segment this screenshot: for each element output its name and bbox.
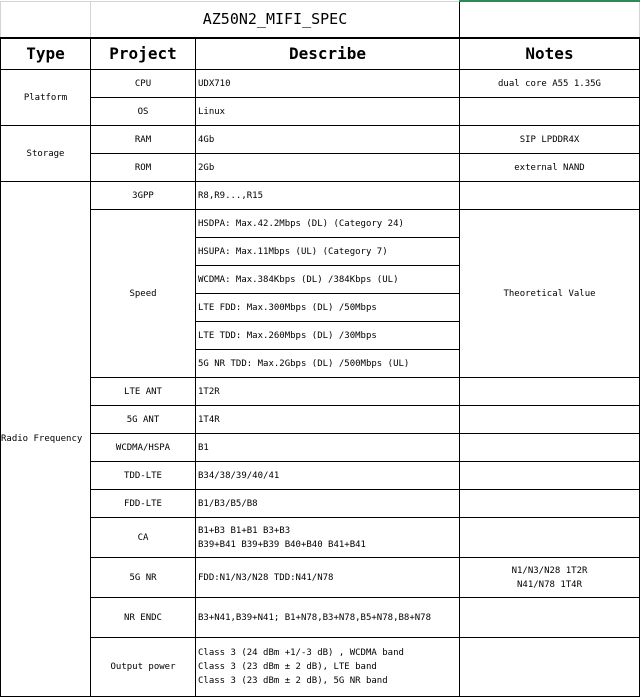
header-project[interactable]: Project [91, 38, 196, 70]
output-power-line-1: Class 3 (24 dBm +1/-3 dB) , WCDMA band [198, 648, 404, 658]
notes-wcdma-hspa[interactable] [460, 434, 640, 462]
notes-os[interactable] [460, 98, 640, 126]
describe-os[interactable]: Linux [196, 98, 460, 126]
table-row [1, 126, 640, 154]
project-ca[interactable]: CA [91, 518, 196, 558]
describe-tdd-lte[interactable]: B34/38/39/40/41 [196, 462, 460, 490]
describe-lte-tdd[interactable]: LTE TDD: Max.260Mbps (DL) /30Mbps [196, 322, 460, 350]
type-radio-frequency[interactable]: Radio Frequency [1, 182, 91, 697]
describe-5g-nr[interactable]: FDD:N1/N3/N28 TDD:N41/N78 [196, 558, 460, 598]
project-output-power[interactable]: Output power [91, 638, 196, 697]
notes-ram[interactable]: SIP LPDDR4X [460, 126, 640, 154]
title-row [1, 1, 640, 38]
describe-fdd-lte[interactable]: B1/B3/B5/B8 [196, 490, 460, 518]
project-fdd-lte[interactable]: FDD-LTE [91, 490, 196, 518]
project-cpu[interactable]: CPU [91, 70, 196, 98]
notes-rom[interactable]: external NAND [460, 154, 640, 182]
describe-5g-nr-tdd[interactable]: 5G NR TDD: Max.2Gbps (DL) /500Mbps (UL) [196, 350, 460, 378]
describe-ca[interactable] [196, 518, 460, 558]
describe-rom[interactable]: 2Gb [196, 154, 460, 182]
table-row [1, 638, 640, 697]
table-row [1, 70, 640, 98]
describe-output-power[interactable] [196, 638, 460, 697]
table-row [1, 558, 640, 598]
project-wcdma-hspa[interactable]: WCDMA/HSPA [91, 434, 196, 462]
notes-cpu[interactable]: dual core A55 1.35G [460, 70, 640, 98]
project-speed[interactable]: Speed [91, 210, 196, 378]
notes-output-power[interactable] [460, 638, 640, 697]
project-nr-endc[interactable]: NR ENDC [91, 598, 196, 638]
project-tdd-lte[interactable]: TDD-LTE [91, 462, 196, 490]
table-row [1, 154, 640, 182]
notes-5g-ant[interactable] [460, 406, 640, 434]
table-row [1, 378, 640, 406]
header-notes[interactable]: Notes [460, 38, 640, 70]
notes-nr-endc[interactable] [460, 598, 640, 638]
selected-cell[interactable] [460, 1, 640, 38]
describe-cpu[interactable]: UDX710 [196, 70, 460, 98]
notes-ca[interactable] [460, 518, 640, 558]
project-3gpp[interactable]: 3GPP [91, 182, 196, 210]
notes-5g-nr[interactable] [460, 558, 640, 598]
project-os[interactable]: OS [91, 98, 196, 126]
project-lte-ant[interactable]: LTE ANT [91, 378, 196, 406]
project-rom[interactable]: ROM [91, 154, 196, 182]
output-power-line-2: Class 3 (23 dBm ± 2 dB), LTE band [198, 662, 377, 672]
type-storage[interactable]: Storage [1, 126, 91, 182]
notes-lte-ant[interactable] [460, 378, 640, 406]
notes-tdd-lte[interactable] [460, 462, 640, 490]
table-row [1, 518, 640, 558]
table-row [1, 490, 640, 518]
project-5g-ant[interactable]: 5G ANT [91, 406, 196, 434]
nr-notes-line-1: N1/N3/N28 1T2R [511, 565, 588, 576]
table-row [1, 406, 640, 434]
describe-wcdma-hspa[interactable]: B1 [196, 434, 460, 462]
header-type[interactable]: Type [1, 38, 91, 70]
notes-fdd-lte[interactable] [460, 490, 640, 518]
title-blank-cell[interactable] [1, 1, 91, 38]
output-power-line-3: Class 3 (23 dBm ± 2 dB), 5G NR band [198, 676, 388, 686]
type-platform[interactable]: Platform [1, 70, 91, 126]
describe-5g-ant[interactable]: 1T4R [196, 406, 460, 434]
ca-line-2: B39+B41 B39+B39 B40+B40 B41+B41 [198, 539, 366, 550]
describe-lte-fdd[interactable]: LTE FDD: Max.300Mbps (DL) /50Mbps [196, 294, 460, 322]
describe-hsdpa[interactable]: HSDPA: Max.42.2Mbps (DL) (Category 24) [196, 210, 460, 238]
notes-3gpp[interactable] [460, 182, 640, 210]
table-row [1, 434, 640, 462]
ca-line-1: B1+B3 B1+B1 B3+B3 [198, 525, 291, 536]
sheet-title[interactable]: AZ50N2_MIFI_SPEC [91, 1, 460, 38]
table-row [1, 462, 640, 490]
nr-notes-line-2: N41/N78 1T4R [516, 579, 583, 590]
describe-wcdma[interactable]: WCDMA: Max.384Kbps (DL) /384Kbps (UL) [196, 266, 460, 294]
describe-3gpp[interactable]: R8,R9...,R15 [196, 182, 460, 210]
header-describe[interactable]: Describe [196, 38, 460, 70]
table-row [1, 210, 640, 238]
describe-lte-ant[interactable]: 1T2R [196, 378, 460, 406]
notes-speed[interactable]: Theoretical Value [460, 210, 640, 378]
project-5g-nr[interactable]: 5G NR [91, 558, 196, 598]
project-ram[interactable]: RAM [91, 126, 196, 154]
describe-ram[interactable]: 4Gb [196, 126, 460, 154]
header-row [1, 38, 640, 70]
table-row [1, 98, 640, 126]
describe-hsupa[interactable]: HSUPA: Max.11Mbps (UL) (Category 7) [196, 238, 460, 266]
table-row [1, 598, 640, 638]
table-row [1, 182, 640, 210]
describe-nr-endc[interactable]: B3+N41,B39+N41; B1+N78,B3+N78,B5+N78,B8+N78 [196, 598, 460, 638]
